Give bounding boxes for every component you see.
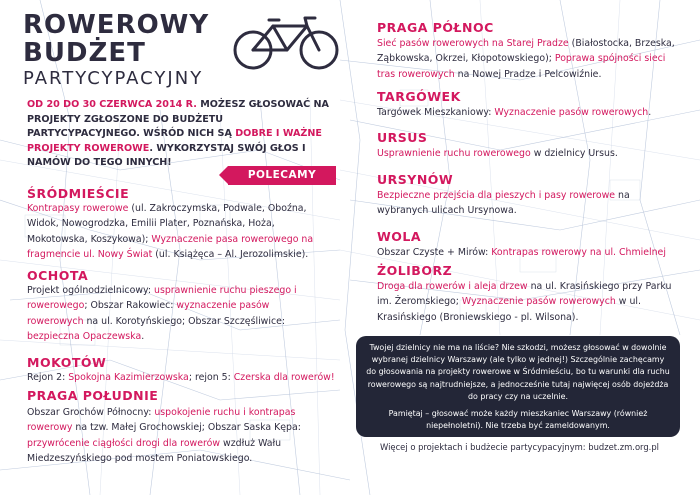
project-name: Czerska dla rowerów!: [233, 372, 335, 383]
title-block: [18, 0, 348, 95]
left-section-body: [27, 405, 332, 467]
project-name: Spokojna Kazimierzowska: [68, 372, 189, 383]
right-section-heading: URSYNÓW: [377, 172, 454, 187]
left-section-body: [27, 370, 337, 385]
project-name: bezpieczna Opaczewska: [27, 331, 142, 343]
right-section-body: [377, 245, 677, 260]
project-name: Bezpieczne przejścia dla pieszych i pasy rowerowe: [377, 190, 616, 201]
left-section-heading: PRAGA POŁUDNIE: [27, 388, 159, 403]
body-text: (Białostocka, Brzeska, Ząbkowska, Okrzei, Kłopotowskiego);: [377, 38, 675, 65]
project-name: Wyznaczenie pasów rowerowych: [461, 296, 616, 308]
body-text: .: [141, 331, 145, 343]
body-text: Obszar Grochów Północny:: [27, 407, 155, 418]
right-section-heading: URSUS: [377, 130, 428, 145]
right-section-body: [377, 36, 677, 82]
body-text: (ul. Zakroczymska, Podwale, Oboźna, Widok, Nowogrodzka, Emilii Plater, Poznańska, Hoża, Mokotowska, Koszykowa);: [27, 203, 307, 245]
left-section-heading: ŚRÓDMIEŚCIE: [27, 186, 130, 201]
body-text: na tzw. Małej Grochowskiej; Obszar Saska Kępa:: [72, 422, 301, 434]
right-section-heading: WOLA: [377, 229, 422, 244]
right-section-body: [377, 105, 677, 120]
recommend-banner: POLECAMY: [228, 166, 336, 185]
project-name: przywrócenie ciągłości drogi dla rowerów: [27, 437, 221, 449]
body-text: (ul. Książęca – Al. Jerozolimskie).: [152, 249, 309, 261]
title-line-1: ROWEROWY: [23, 10, 210, 40]
body-text: ; Obszar Rakowiec:: [84, 300, 177, 312]
intro-part2: . WYKORZYSTAJ SWÓJ GŁOS I NAMÓW DO TEGO INNYCH!: [27, 142, 306, 168]
right-section-heading: ŻOLIBORZ: [377, 263, 453, 278]
body-text: w ul. Krasińskiego (Broniewskiego - pl. Wilsona).: [377, 296, 641, 323]
body-text: Targówek Mieszkaniowy:: [377, 107, 495, 118]
right-section-heading: TARGÓWEK: [377, 89, 461, 104]
left-section-heading: OCHOTA: [27, 268, 89, 283]
project-name: Wyznaczenie pasów rowerowych: [494, 107, 649, 118]
bicycle-icon: [231, 14, 343, 70]
right-section-body: [377, 188, 667, 219]
body-text: .: [648, 107, 652, 118]
project-name: Kontrapas rowerowy na ul. Chmielnej: [491, 247, 666, 258]
body-text: wzdłuż Wału Miedzeszyńskiego pod mostem Poniatowskiego.: [27, 437, 282, 465]
right-section-heading: PRAGA PÓŁNOC: [377, 20, 494, 35]
project-name: Poprawa spójności sieci tras rowerowych: [377, 53, 666, 80]
title-line-3: PARTYCYPACYJNY: [23, 68, 204, 89]
project-name: Sieć pasów rowerowych na Starej Pradze: [377, 38, 569, 49]
intro-dates: OD 20 DO 30 CZERWCA 2014 R.: [27, 99, 197, 110]
project-name: usprawnienie ruchu pieszego i rowerowego: [27, 285, 297, 312]
intro-part1: MOŻESZ GŁOSOWAĆ NA PROJEKTY ZGŁOSZONE DO BUDŻETU PARTYCYPACYJNEGO. WŚRÓD NICH SĄ: [27, 99, 329, 139]
body-text: Rejon 2:: [27, 372, 69, 383]
left-section-heading: MOKOTÓW: [27, 355, 107, 370]
left-section-body: [27, 201, 327, 263]
info-paragraph-1: Twojej dzielnicy nie ma na liście? Nie szkodzi, możesz głosować w dowolnie wybranej dzielnicy Warszawy (ale tylko w jednej!) Szczególnie zachęcamy do głosowania na projekty rowerowe w Śródmieściu, bo tu warunki dla ruchu rowerowego są najtrudniejsze, a jednocześnie tutaj najwięcej osób dojeżdża do pracy czy na uczelnie.: [366, 343, 670, 401]
body-text: w dzielnicy Ursus.: [530, 148, 618, 159]
body-text: na ul. Korotyńskiego; Obszar Szczęśliwice:: [83, 315, 286, 327]
body-text: na ul. Krasińskiego przy Parku im. Żeromskiego;: [377, 281, 672, 308]
project-name: uspokojenie ruchu i kontrapas rowerowy: [27, 407, 296, 434]
body-text: na wybranych ulicach Ursynowa.: [377, 190, 630, 217]
title-line-2: BUDŻET: [23, 38, 146, 68]
right-section-body: [377, 146, 677, 161]
body-text: na Nowej Pradze i Pelcowiźnie.: [454, 68, 602, 80]
body-text: ; rejon 5:: [188, 372, 234, 383]
intro-text: [27, 98, 329, 171]
info-paragraph-2: Pamiętaj – głosować może każdy mieszkaniec Warszawy (również niepełnoletni). Nie trzeba być zameldowanym.: [388, 409, 648, 431]
body-text: Projekt ogólnodzielnicowy:: [27, 285, 154, 296]
footer-link-text: Więcej o projektach i budżecie partycypacyjnym: budzet.zm.org.pl: [380, 442, 659, 452]
project-name: Droga dla rowerów i aleja drzew: [377, 281, 528, 292]
body-text: Obszar Czyste + Mirów:: [377, 247, 492, 258]
project-name: wyznaczenie pasów rowerowych: [27, 300, 270, 327]
project-name: Kontrapasy rowerowe: [27, 203, 129, 214]
project-name: Wyznaczenie pasa rowerowego na fragmencie ul. Nowy Świat: [27, 233, 314, 261]
intro-highlight: DOBRE I WAŻNE PROJEKTY ROWEROWE: [27, 128, 322, 154]
right-section-body: [377, 279, 677, 325]
info-box: [356, 336, 680, 437]
left-section-body: [27, 283, 325, 345]
project-name: Usprawnienie ruchu rowerowego: [377, 148, 531, 159]
